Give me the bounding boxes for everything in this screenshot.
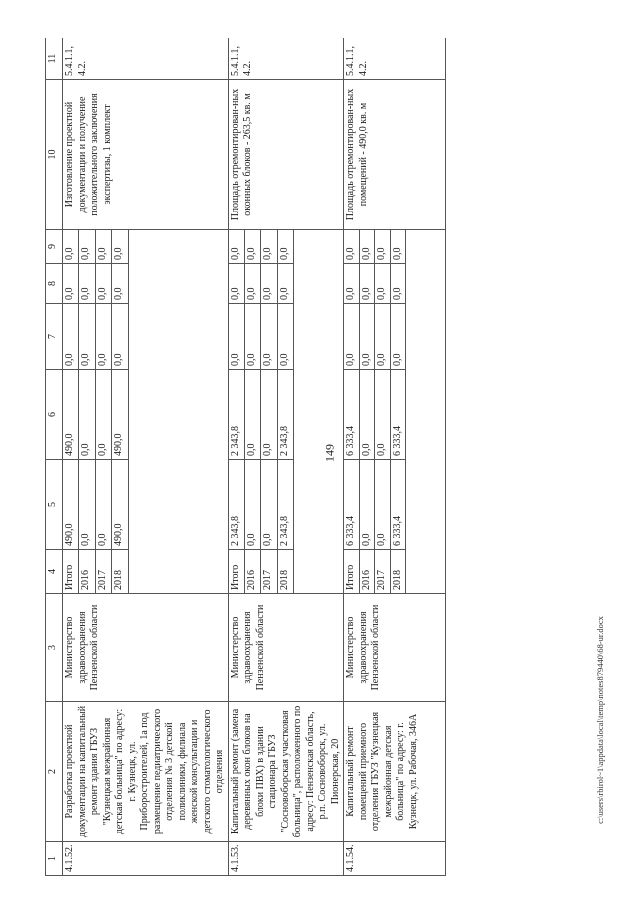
empty-cell (128, 230, 228, 594)
value-cell: 0,0 (228, 304, 244, 370)
value-cell: 0,0 (375, 370, 391, 460)
file-path-footer: c:\users\rbirol~1\appdata\local\temp\notes879440\68-ur.docx (595, 616, 605, 824)
column-header: 3 (46, 594, 63, 702)
value-cell: 0,0 (277, 230, 293, 264)
value-cell: 0,0 (244, 230, 260, 264)
column-header: 6 (46, 370, 63, 460)
column-header: 2 (46, 702, 63, 842)
value-cell: 0,0 (390, 230, 406, 264)
value-cell: 0,0 (359, 370, 375, 460)
value-cell: 0,0 (359, 264, 375, 304)
value-cell: 0,0 (261, 304, 277, 370)
year-cell: 2017 (375, 550, 391, 594)
value-cell: 0,0 (244, 304, 260, 370)
value-cell: 0,0 (244, 370, 260, 460)
table-row (63, 38, 79, 876)
year-cell: 2016 (79, 550, 95, 594)
value-cell: 0,0 (344, 304, 360, 370)
value-cell: 0,0 (344, 264, 360, 304)
table-row (228, 38, 244, 876)
year-cell: 2017 (261, 550, 277, 594)
value-cell: 0,0 (79, 264, 95, 304)
column-header: 10 (46, 80, 63, 230)
value-cell: 0,0 (112, 230, 128, 264)
empty-cell (406, 230, 446, 594)
value-cell: 2 343,8 (228, 460, 244, 550)
reference-cell: 5.4.1.1, 4.2. (228, 38, 344, 80)
value-cell: 0,0 (112, 264, 128, 304)
responsible-ministry: Министерство здравоохранения Пензенской области (63, 594, 229, 702)
column-header: 1 (46, 842, 63, 876)
reference-cell: 5.4.1.1, 4.2. (63, 38, 229, 80)
measure-name: Капитальный ремонт помещений приемного отделения ГБУЗ "Кузнецкая межрайонная детская больница" по адресу: г. Кузнецк, ул. Рабочая, 346А (344, 702, 446, 842)
value-cell: 0,0 (79, 460, 95, 550)
year-cell: 2018 (390, 550, 406, 594)
reference-cell: 5.4.1.1, 4.2. (344, 38, 446, 80)
value-cell: 0,0 (63, 264, 79, 304)
year-cell: 2016 (359, 550, 375, 594)
value-cell: 0,0 (63, 230, 79, 264)
value-cell: 2 343,8 (277, 460, 293, 550)
header-row (46, 38, 63, 876)
row-id: 4.1.54. (344, 842, 446, 876)
column-header: 4 (46, 550, 63, 594)
program-table (45, 38, 446, 876)
year-cell: Итого (63, 550, 79, 594)
value-cell: 0,0 (95, 460, 111, 550)
value-cell: 0,0 (95, 230, 111, 264)
value-cell: 0,0 (95, 370, 111, 460)
column-header: 5 (46, 460, 63, 550)
value-cell: 6 333,4 (344, 370, 360, 460)
value-cell: 0,0 (79, 304, 95, 370)
column-header: 7 (46, 304, 63, 370)
value-cell: 0,0 (79, 370, 95, 460)
value-cell: 0,0 (228, 264, 244, 304)
year-cell: 2016 (244, 550, 260, 594)
result-cell: Изготовление проектной документации и получение положительного заключения экспертизы, 1 комплект (63, 80, 229, 230)
responsible-ministry: Министерство здравоохранения Пензенской области (228, 594, 344, 702)
value-cell: 0,0 (63, 304, 79, 370)
value-cell: 0,0 (359, 304, 375, 370)
value-cell: 490,0 (112, 370, 128, 460)
value-cell: 0,0 (277, 304, 293, 370)
value-cell: 490,0 (63, 370, 79, 460)
responsible-ministry: Министерство здравоохранения Пензенской области (344, 594, 446, 702)
year-cell: Итого (344, 550, 360, 594)
value-cell: 2 343,8 (228, 370, 244, 460)
year-cell: 2018 (277, 550, 293, 594)
value-cell: 0,0 (228, 230, 244, 264)
empty-cell (294, 230, 344, 594)
value-cell: 0,0 (95, 264, 111, 304)
value-cell: 0,0 (344, 230, 360, 264)
value-cell: 0,0 (261, 370, 277, 460)
year-cell: 2018 (112, 550, 128, 594)
value-cell: 0,0 (261, 460, 277, 550)
result-cell: Площадь отремонтирован-ных помещений - 490,0 кв. м (344, 80, 446, 230)
value-cell: 0,0 (244, 264, 260, 304)
value-cell: 490,0 (63, 460, 79, 550)
row-id: 4.1.52. (63, 842, 229, 876)
measure-name: Разработка проектной документации на капитальный ремонт здания ГБУЗ "Кузнецкая межрайонная детская больница" по адресу: г. Кузнецк, ул. Приборостроителей, 1а под размещение педиатрического отделения № 3 детской поликлиники, филиала женской консультации и детского стоматологического отделения (63, 702, 229, 842)
column-header: 9 (46, 230, 63, 264)
value-cell: 6 333,4 (390, 460, 406, 550)
column-header: 11 (46, 38, 63, 80)
page-number: 149 (322, 444, 337, 462)
value-cell: 0,0 (277, 264, 293, 304)
column-header: 8 (46, 264, 63, 304)
value-cell: 0,0 (375, 304, 391, 370)
value-cell: 490,0 (112, 460, 128, 550)
table-row (344, 38, 360, 876)
value-cell: 0,0 (79, 230, 95, 264)
value-cell: 0,0 (95, 304, 111, 370)
value-cell: 0,0 (375, 230, 391, 264)
value-cell: 0,0 (390, 264, 406, 304)
year-cell: Итого (228, 550, 244, 594)
value-cell: 0,0 (261, 230, 277, 264)
value-cell: 6 333,4 (390, 370, 406, 460)
result-cell: Площадь отремонтирован-ных оконных блоков - 263,5 кв. м (228, 80, 344, 230)
row-id: 4.1.53. (228, 842, 344, 876)
value-cell: 0,0 (112, 304, 128, 370)
value-cell: 0,0 (244, 460, 260, 550)
value-cell: 0,0 (375, 460, 391, 550)
value-cell: 6 333,4 (344, 460, 360, 550)
measure-name: Капитальный ремонт (замена деревянных окон блоков на блоки ПВХ) в здании стационара ГБУЗ "Сосновоборская участковая больница", расположенного по адресу: Пензенская область, р.п. Сосновоборск, ул. Пионерская, 20 (228, 702, 344, 842)
value-cell: 0,0 (390, 304, 406, 370)
value-cell: 0,0 (261, 264, 277, 304)
value-cell: 0,0 (359, 230, 375, 264)
rotated-table-area (45, 38, 595, 876)
value-cell: 2 343,8 (277, 370, 293, 460)
value-cell: 0,0 (375, 264, 391, 304)
table-wrapper (45, 38, 595, 876)
value-cell: 0,0 (359, 460, 375, 550)
year-cell: 2017 (95, 550, 111, 594)
